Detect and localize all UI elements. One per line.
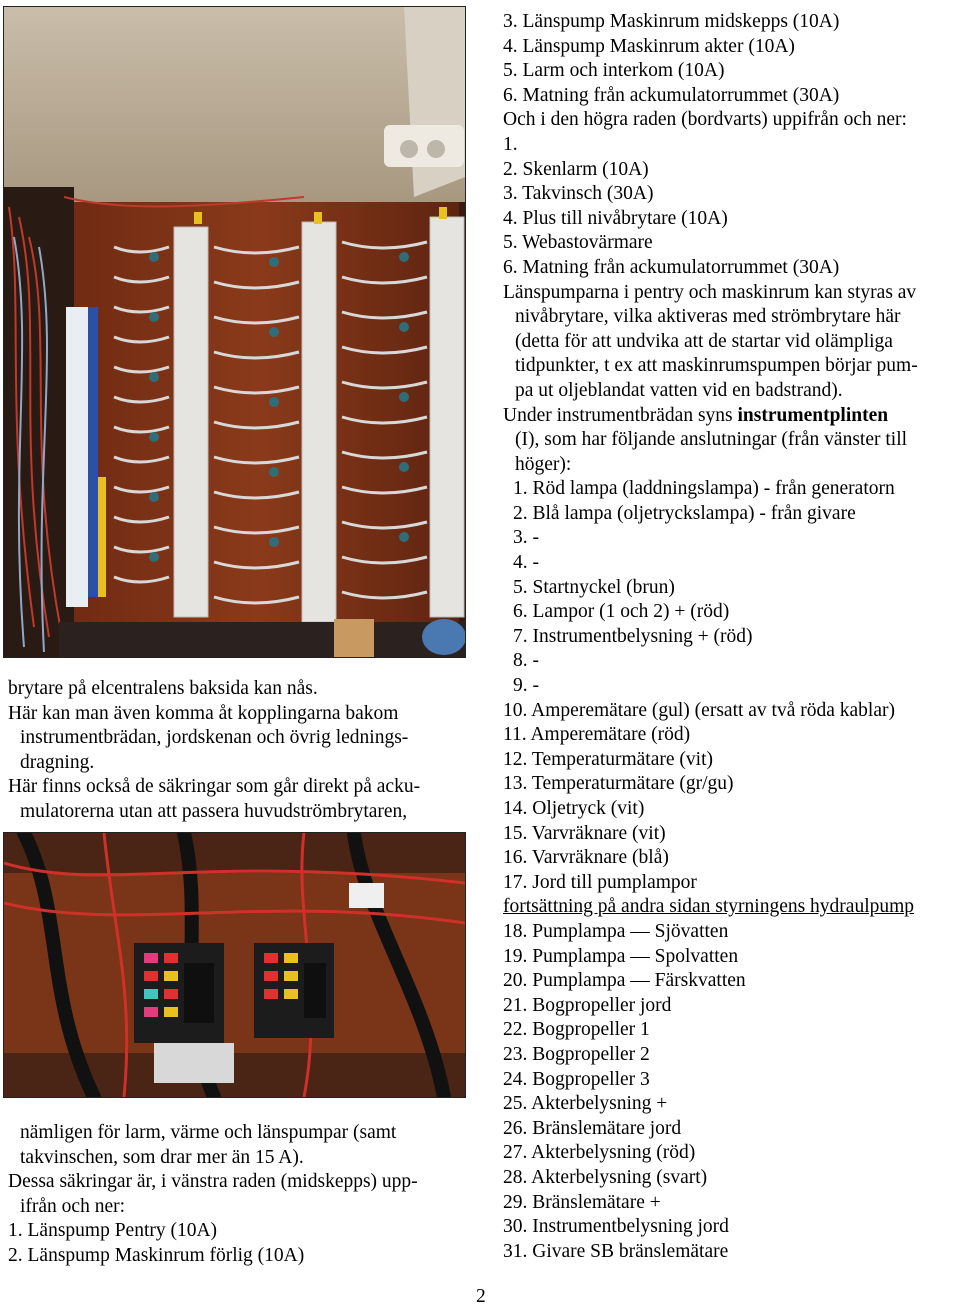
text-line: mulatorerna utan att passera huvudströmbrytaren, <box>20 800 408 822</box>
text-line: takvinschen, som drar mer än 15 A). <box>20 1146 304 1168</box>
plint-item: 2. Blå lampa (oljetryckslampa) - från givare <box>513 502 856 524</box>
text-line: pa ut oljeblandat vatten vid en badstrand). <box>515 379 843 401</box>
plint-item: 23. Bogpropeller 2 <box>503 1043 650 1065</box>
plint-item: 18. Pumplampa — Sjövatten <box>503 920 729 942</box>
fuse-item: 5. Webastovärmare <box>503 232 653 254</box>
plint-item: 11. Amperemätare (röd) <box>503 724 691 746</box>
plint-item: 19. Pumplampa — Spolvatten <box>503 945 739 967</box>
plint-item: 4. - <box>513 552 539 574</box>
plint-item: 3. - <box>513 527 539 549</box>
plint-item: 10. Amperemätare (gul) (ersatt av två röda kablar) <box>503 699 895 721</box>
text-line: Länspumparna i pentry och maskinrum kan styras av <box>503 281 917 303</box>
text-line: nämligen för larm, värme och länspumpar (samt <box>20 1122 397 1143</box>
electrical-panel-photo <box>3 6 466 658</box>
plint-item: 21. Bogpropeller jord <box>503 994 672 1016</box>
left-text-block-1 <box>8 677 468 825</box>
fuse-item: 3. Takvinsch (30A) <box>503 183 654 205</box>
fuse-item: 4. Plus till nivåbrytare (10A) <box>503 207 728 229</box>
right-column <box>503 10 959 1264</box>
plint-item: 17. Jord till pumplampor <box>503 871 697 893</box>
text-line: ifrån och ner: <box>20 1195 126 1217</box>
text-line: 2. Länspump Maskinrum förlig (10A) <box>8 1244 305 1266</box>
fuse-holder-photo <box>3 832 466 1098</box>
plint-intro-bold: instrumentplinten <box>737 404 889 426</box>
fuse-item: 4. Länspump Maskinrum akter (10A) <box>503 35 795 57</box>
plint-intro <box>503 404 959 429</box>
plint-item: 20. Pumplampa — Färskvatten <box>503 970 746 992</box>
plint-item: 6. Lampor (1 och 2) + (röd) <box>513 601 730 623</box>
text-line: Här finns också de säkringar som går direkt på acku- <box>8 776 421 798</box>
plint-item: 8. - <box>513 650 539 672</box>
plint-item: 12. Temperaturmätare (vit) <box>503 748 713 770</box>
text-line: (detta för att undvika att de startar vid olämpliga <box>515 330 893 352</box>
plint-item: 28. Akterbelysning (svart) <box>503 1166 708 1188</box>
text-line: dragning. <box>20 751 95 773</box>
plint-item: 27. Akterbelysning (röd) <box>503 1142 696 1164</box>
left-text-block-2 <box>8 1121 468 1269</box>
text-line: 1. Länspump Pentry (10A) <box>8 1220 218 1242</box>
plint-item: 30. Instrumentbelysning jord <box>503 1216 729 1238</box>
text-line: Här kan man även komma åt kopplingarna bakom <box>8 702 399 724</box>
text-line: brytare på elcentralens baksida kan nås. <box>8 678 318 699</box>
text-line: nivåbrytare, vilka aktiveras med strömbrytare här <box>515 306 901 328</box>
text-line: (I), som har följande anslutningar (från vänster till <box>515 429 908 451</box>
plint-item: 14. Oljetryck (vit) <box>503 798 645 819</box>
plint-item: 22. Bogpropeller 1 <box>503 1019 650 1041</box>
electrical-panel-illustration <box>4 7 465 657</box>
plint-item: 7. Instrumentbelysning + (röd) <box>513 625 753 647</box>
plint-item: 26. Bränslemätare jord <box>503 1117 682 1139</box>
text-line: tidpunkter, t ex att maskinrumspumpen börjar pum- <box>515 355 918 377</box>
right-row-intro: Och i den högra raden (bordvarts) uppifrån och ner: <box>503 109 907 131</box>
text-line: höger): <box>515 453 572 475</box>
plint-item: 24. Bogpropeller 3 <box>503 1068 650 1090</box>
plint-item: 1. Röd lampa (laddningslampa) - från generatorn <box>513 478 895 500</box>
fuse-item: 5. Larm och interkom (10A) <box>503 60 725 82</box>
fuse-item: 6. Matning från ackumulatorrummet (30A) <box>503 256 840 278</box>
text-line: Dessa säkringar är, i vänstra raden (midskepps) upp- <box>8 1171 418 1193</box>
fuse-item: 2. Skenlarm (10A) <box>503 158 649 180</box>
plint-item: 5. Startnyckel (brun) <box>513 576 675 598</box>
fuse-item: 6. Matning från ackumulatorrummet (30A) <box>503 84 840 106</box>
text-line: instrumentbrädan, jordskenan och övrig lednings- <box>20 727 409 749</box>
plint-item: 13. Temperaturmätare (gr/gu) <box>503 773 734 795</box>
fuse-item: 1. <box>503 133 518 155</box>
plint-item: 29. Bränslemätare + <box>503 1191 661 1213</box>
continuation-note: fortsättning på andra sidan styrningens hydraulpump <box>503 896 915 918</box>
fuse-holder-illustration <box>4 833 465 1097</box>
plint-item: 15. Varvräknare (vit) <box>503 822 666 844</box>
plint-item: 25. Akterbelysning + <box>503 1093 668 1115</box>
plint-item: 16. Varvräknare (blå) <box>503 847 669 869</box>
fuse-item: 3. Länspump Maskinrum midskepps (10A) <box>503 11 840 32</box>
plint-item: 9. - <box>513 675 539 697</box>
page-number: 2 <box>476 1286 486 1307</box>
plint-intro-text: Under instrumentbrädan syns <box>503 404 738 426</box>
plint-item: 31. Givare SB bränslemätare <box>503 1240 729 1262</box>
